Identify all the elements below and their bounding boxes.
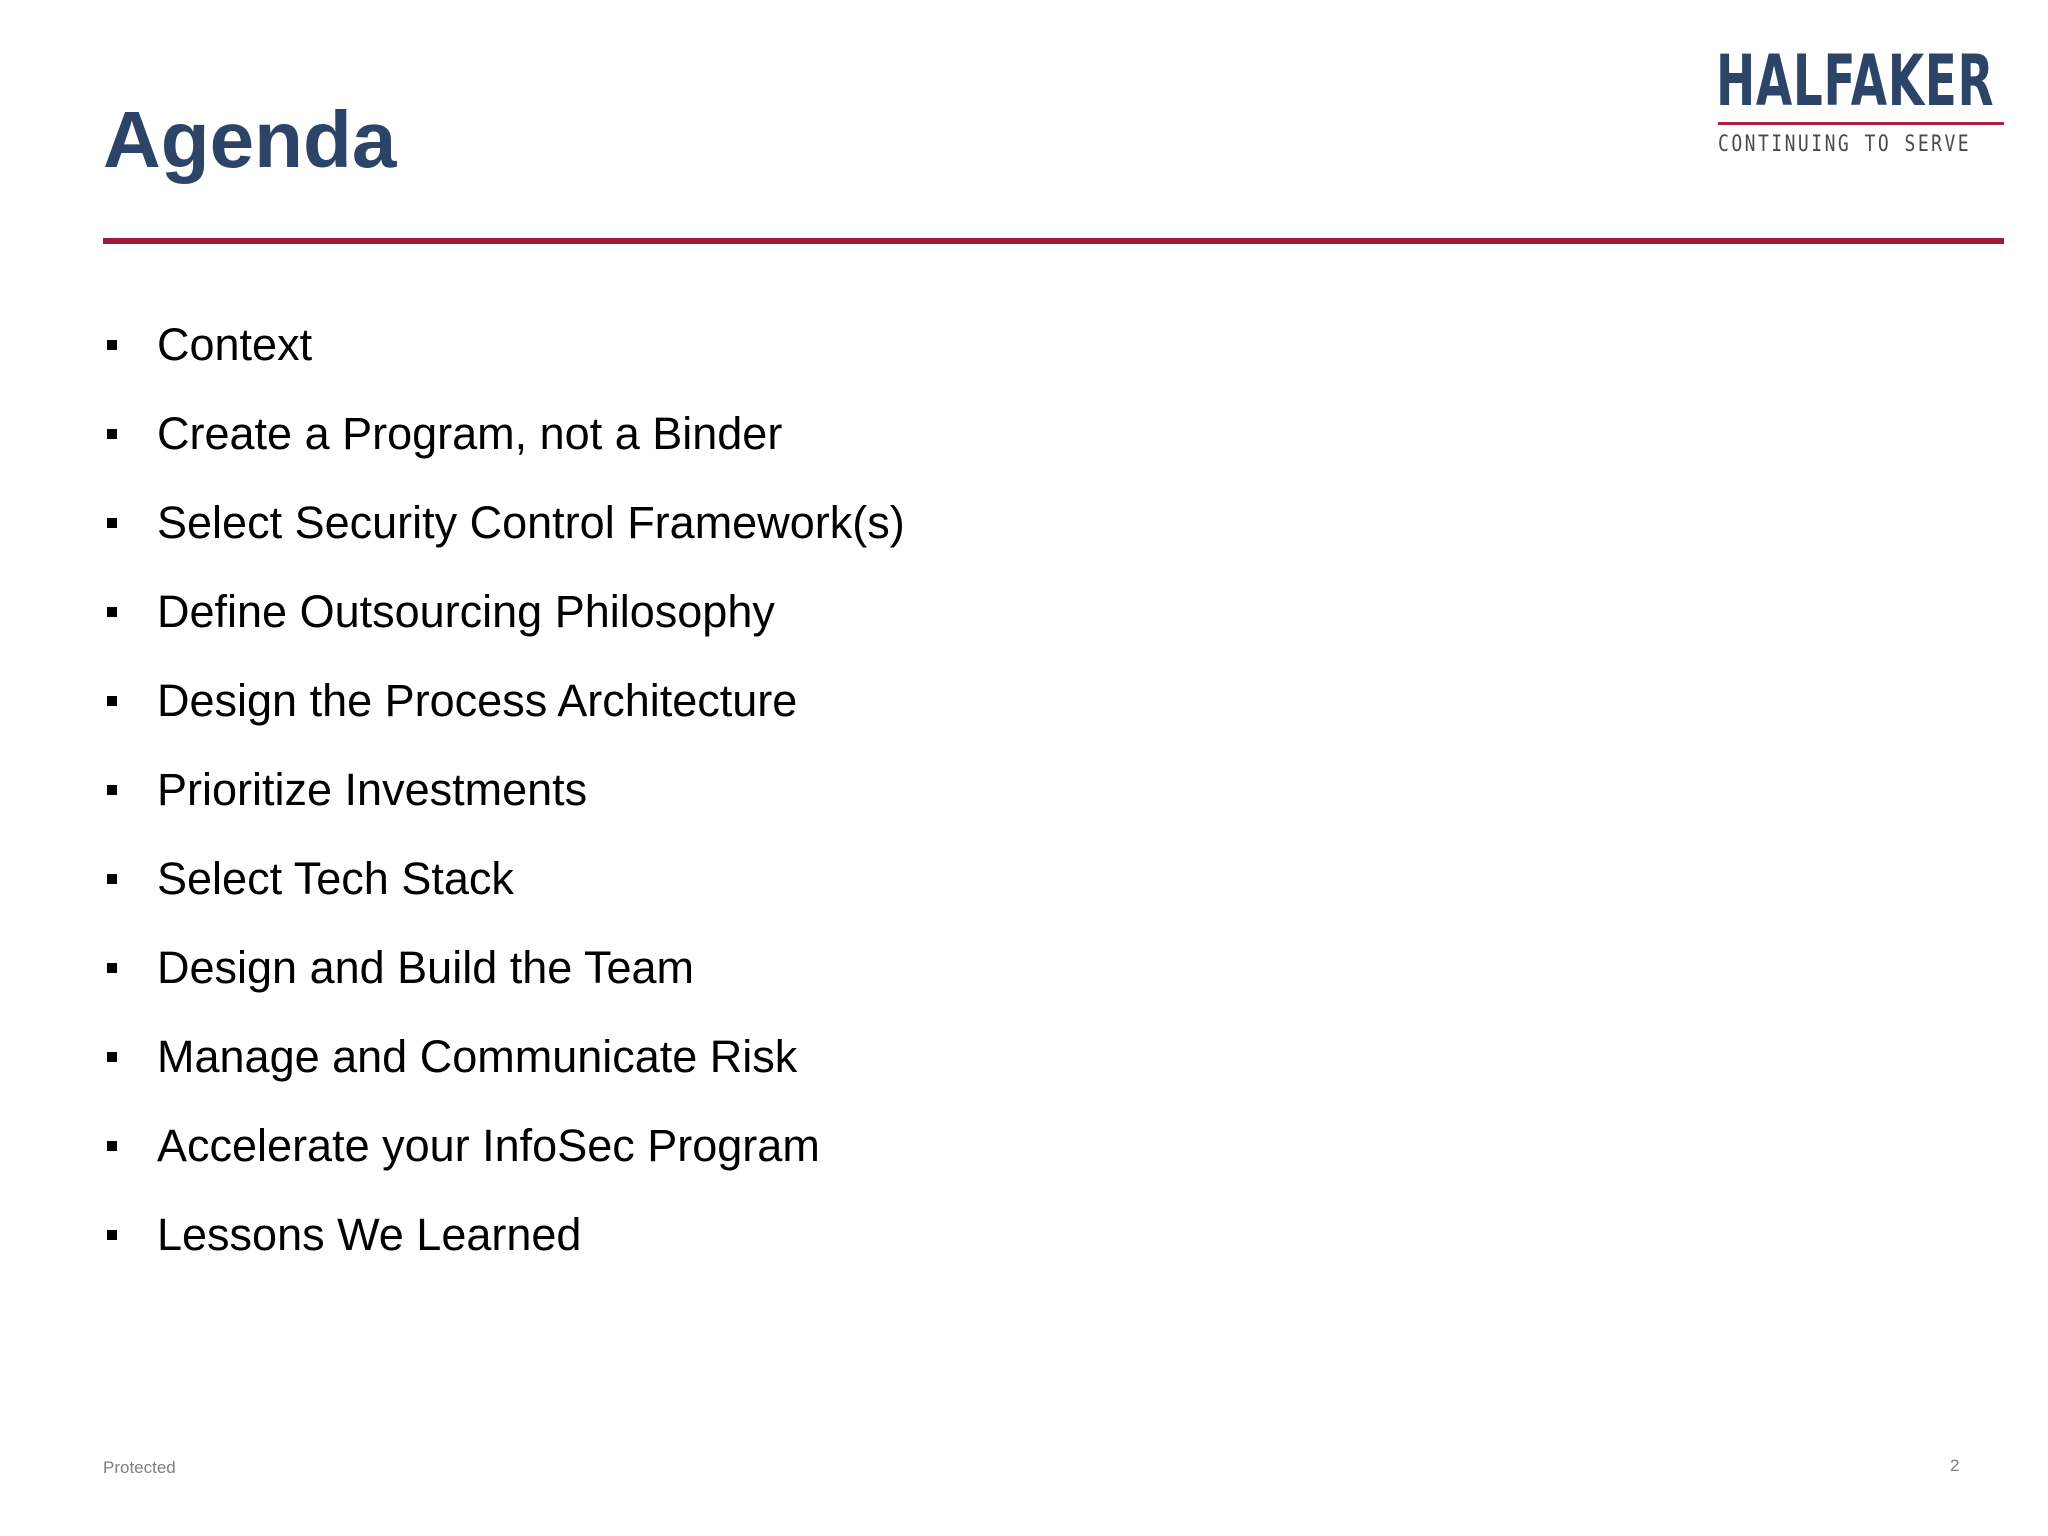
logo-underline [1718, 122, 2004, 125]
agenda-list [103, 300, 905, 1279]
title-divider [103, 238, 2004, 244]
agenda-item-label: Select Tech Stack [157, 853, 514, 904]
agenda-item [103, 300, 905, 389]
square-bullet-icon [107, 1230, 117, 1240]
page-number: 2 [1950, 1456, 1960, 1475]
square-bullet-icon [107, 1141, 117, 1151]
agenda-item [103, 745, 905, 834]
agenda-item [103, 478, 905, 567]
agenda-item-label: Design and Build the Team [157, 942, 695, 993]
slide-title: Agenda [103, 95, 397, 184]
agenda-item-label: Manage and Communicate Risk [157, 1031, 798, 1082]
square-bullet-icon [107, 429, 117, 439]
agenda-item-label: Lessons We Learned [157, 1209, 582, 1260]
classification-label: Protected [103, 1458, 176, 1477]
agenda-item [103, 923, 905, 1012]
square-bullet-icon [107, 874, 117, 884]
square-bullet-icon [107, 607, 117, 617]
square-bullet-icon [107, 518, 117, 528]
agenda-item [103, 1012, 905, 1101]
square-bullet-icon [107, 1052, 117, 1062]
agenda-item [103, 1190, 905, 1279]
agenda-item-label: Define Outsourcing Philosophy [157, 586, 775, 637]
agenda-item [103, 834, 905, 923]
square-bullet-icon [107, 785, 117, 795]
logo-wordmark: HALFAKER [1716, 40, 1995, 122]
agenda-item [103, 656, 905, 745]
agenda-item-label: Create a Program, not a Binder [157, 408, 783, 459]
square-bullet-icon [107, 696, 117, 706]
agenda-item-label: Prioritize Investments [157, 764, 588, 815]
square-bullet-icon [107, 963, 117, 973]
agenda-item [103, 389, 905, 478]
agenda-item-label: Design the Process Architecture [157, 675, 798, 726]
agenda-item-label: Accelerate your InfoSec Program [157, 1120, 820, 1171]
agenda-item-label: Context [157, 319, 313, 370]
logo-tagline: CONTINUING TO SERVE [1718, 132, 1972, 157]
agenda-item-label: Select Security Control Framework(s) [157, 497, 905, 548]
square-bullet-icon [107, 340, 117, 350]
agenda-item [103, 567, 905, 656]
halfaker-logo [1716, 40, 2006, 166]
agenda-item [103, 1101, 905, 1190]
